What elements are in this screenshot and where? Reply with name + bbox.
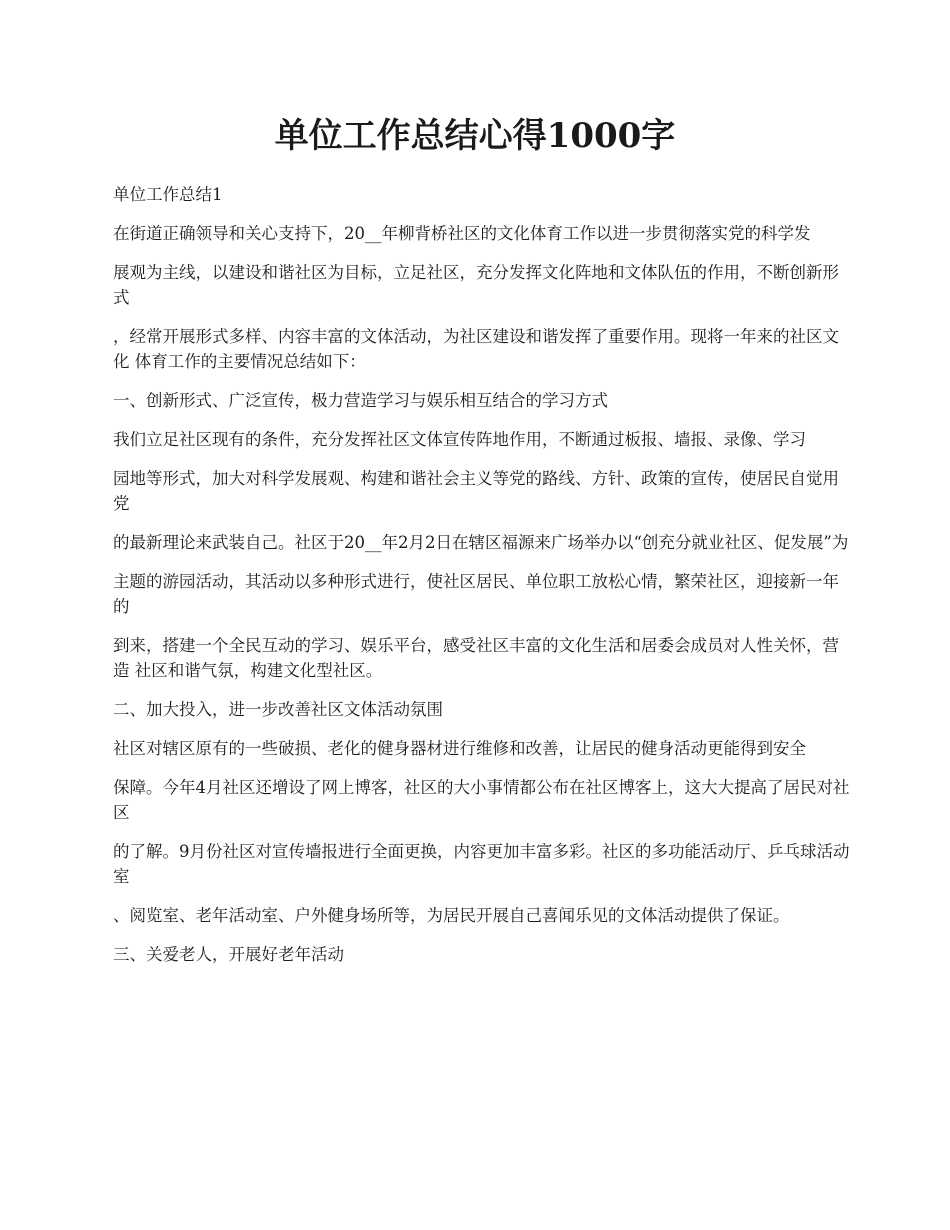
section-heading-2: 二、加大投入，进一步改善社区文体活动氛围 — [113, 700, 443, 719]
paragraph-5: 我们立足社区现有的条件，充分发挥社区文体宣传阵地作用，不断通过板报、墙报、录像、学习 — [113, 430, 806, 449]
paragraph-3: 展观为主线，以建设和谐社区为目标，立足社区，充分发挥文化阵地和文体队伍的作用，不断创新形式 — [113, 263, 839, 307]
paragraph-8: 主题的游园活动，其活动以多种形式进行，使社区居民、单位职工放松心情，繁荣社区，迎接新一年的 — [113, 572, 839, 616]
section-heading-3: 三、关爱老人，开展好老年活动 — [113, 945, 344, 964]
paragraph-12: 的了解。9月份社区对宣传墙报进行全面更换，内容更加丰富多彩。社区的多功能活动厅、乒乓球活动室 — [113, 842, 850, 886]
paragraph-13: 、阅览室、老年活动室、户外健身场所等，为居民开展自己喜闻乐见的文体活动提供了保证。 — [113, 906, 790, 925]
paragraph-9: 到来，搭建一个全民互动的学习、娱乐平台，感受社区丰富的文化生活和居委会成员对人性关怀，营造 社区和谐气氛，构建文化型社区。 — [113, 636, 839, 680]
paragraph-6: 园地等形式，加大对科学发展观、构建和谐社会主义等党的路线、方针、政策的宣传，使居民自觉用党 — [113, 469, 839, 513]
section-heading-1: 一、创新形式、广泛宣传，极力营造学习与娱乐相互结合的学习方式 — [113, 391, 608, 410]
paragraph-1: 单位工作总结1 — [113, 185, 223, 204]
paragraph-2: 在街道正确领导和关心支持下，20__年柳背桥社区的文化体育工作以进一步贯彻落实党的科学发 — [113, 224, 811, 243]
paragraph-10: 社区对辖区原有的一些破损、老化的健身器材进行维修和改善，让居民的健身活动更能得到安全 — [113, 739, 806, 758]
paragraph-11: 保障。今年4月社区还增设了网上博客，社区的大小事情都公布在社区博客上，这大大提高了居民对社区 — [113, 778, 850, 822]
paragraph-7: 的最新理论来武装自己。社区于20__年2月2日在辖区福源来广场举办以“创充分就业社区、促发展”为 — [113, 533, 849, 552]
paragraph-4: ，经常开展形式多样、内容丰富的文体活动，为社区建设和谐发挥了重要作用。现将一年来的社区文化 体育工作的主要情况总结如下： — [113, 327, 839, 371]
document-title: 单位工作总结心得1000字 — [274, 116, 676, 156]
document-body — [113, 182, 853, 981]
